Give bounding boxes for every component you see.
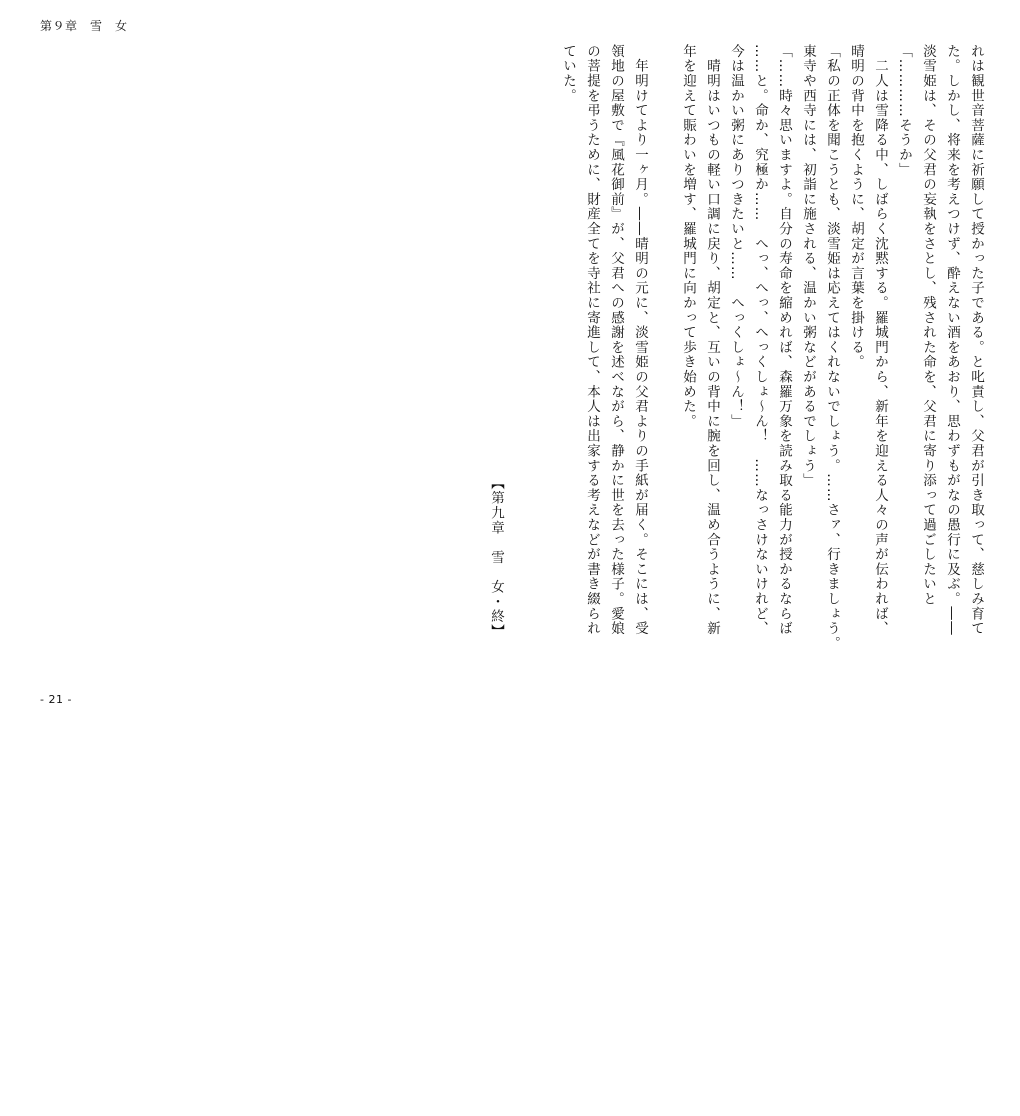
blank-line [532,44,556,684]
text-line: れは観世音菩薩に祈願して授かった子である。と叱責し、父君が引き取って、慈しみ育て [968,44,984,636]
text-line: 二人は雪降る中、しばらく沈黙する。羅城門から、新年を迎える人々の声が伝われば、 [872,44,888,636]
text-line: 淡雪姫は、その父君の妄執をさとし、残された命を、父君に寄り添って過ごしたいと [920,44,936,607]
text-line: の菩提を弔うために、財産全てを寺社に寄進して、本人は出家する考えなどが書き綴られ [584,44,600,636]
chapter-end-marker: 【第九章 雪 女・終】 [488,476,504,639]
text-line: 年を迎えて賑わいを増す、羅城門に向かって歩き始めた。 [680,44,696,429]
text-line: 晴明はいつもの軽い口調に戻り、胡定と、互いの背中に腕を回し、温め合うように、新 [704,44,720,636]
text-line: 東寺や西寺には、初詣に施される、温かい粥などがあるでしょう」 [800,44,816,488]
body-text [488,44,988,684]
text-line: た。しかし、将来を考えつけず、酔えない酒をあおり、思わずもがなの愚行に及ぶ。―― [944,44,960,636]
text-line: 領地の屋敷で『風花御前』が、父君への感謝を述べながら、静かに世を去った様子。愛娘 [608,44,624,636]
blank-line [652,44,676,684]
text-line: 今は温かい粥にありつきたいと…… へっくしょ～ん！」 [728,44,744,429]
text-line: 「私の正体を聞こうとも、淡雪姫は応えてはくれないでしょう。……さァ、行きましょう。 [824,44,840,651]
text-line: 晴明の背中を抱くように、胡定が言葉を掛ける。 [848,44,864,370]
text-line: 「…………そうか」 [896,44,912,178]
running-head: 第９章 雪 女 [40,19,128,33]
text-line: 年明けてより一ヶ月。――晴明の元に、淡雪姫の父君よりの手紙が届く。そこには、受 [632,44,648,636]
text-line: ていた。 [560,44,576,104]
blank-line [508,44,532,684]
text-line: 「……時々思いますよ。自分の寿命を縮めれば、森羅万象を読み取る能力が授かるならば [776,44,792,636]
text-line: ……と。命か、究極か…… へっ、へっ、へっくしょ～ん！ ……なっさけないけれど、 [752,44,768,636]
page-number: - 21 - [40,693,72,706]
